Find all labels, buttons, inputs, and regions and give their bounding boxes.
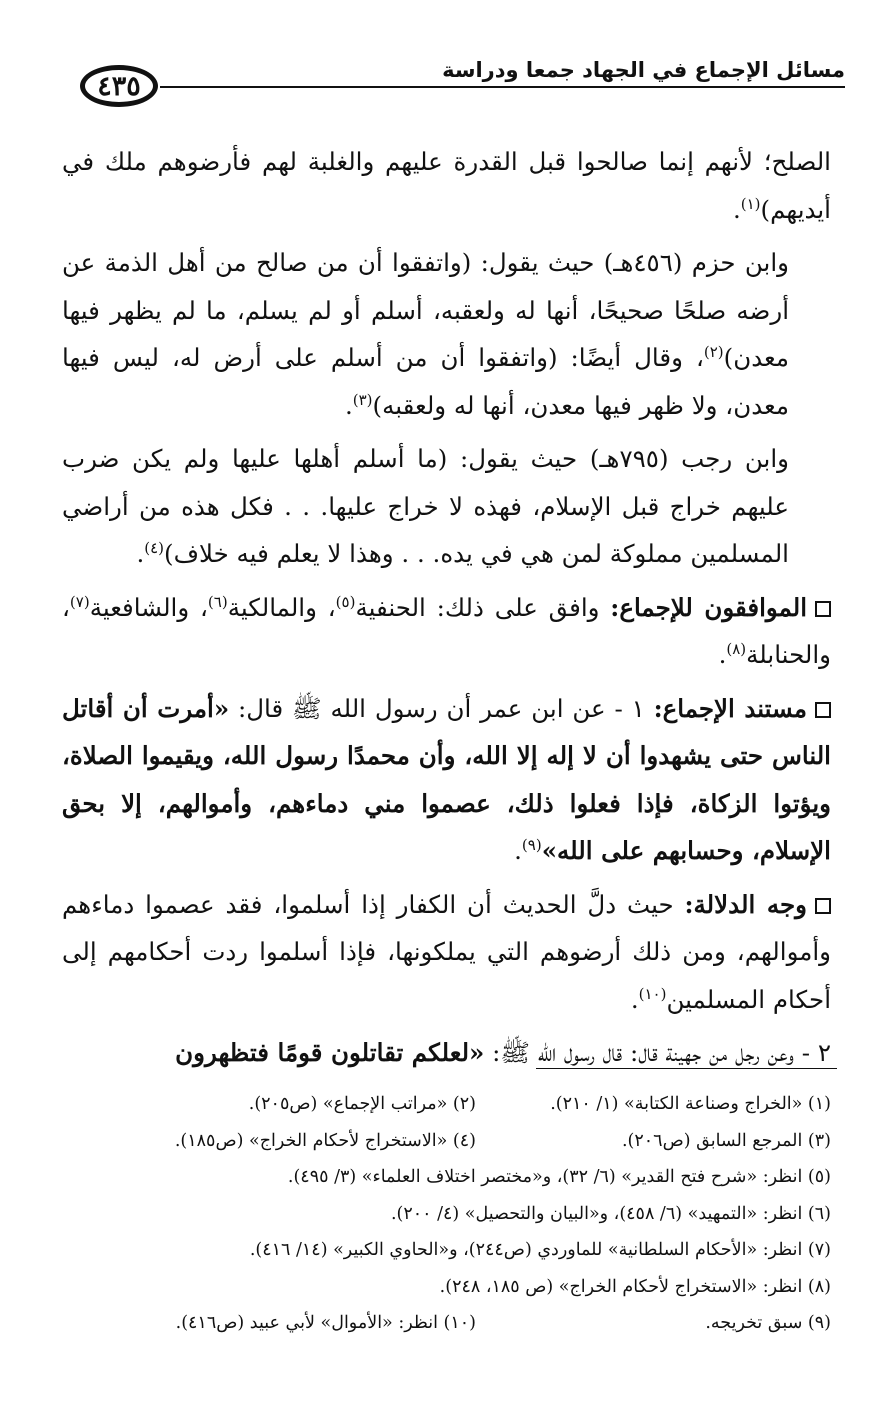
punctuation: . bbox=[344, 390, 353, 420]
paragraph-text: ١ - عن ابن عمر أن رسول الله ﷺ قال: bbox=[229, 693, 654, 723]
footnote-ref: (٦) bbox=[207, 592, 228, 611]
footnote-ref: (٣) bbox=[352, 390, 373, 409]
square-bullet-icon bbox=[815, 898, 831, 914]
header-rule bbox=[160, 86, 845, 88]
footnote: (٦) انظر: «التمهيد» (٦/ ٤٥٨)، و«البيان والتحصيل» (٤/ ٢٠٠). bbox=[390, 1203, 831, 1224]
section-label: وجه الدلالة: bbox=[684, 889, 807, 919]
section-label: الموافقون للإجماع: bbox=[610, 592, 808, 622]
paragraph-text: الصلح؛ لأنهم إنما صالحوا قبل القدرة عليهم والغلبة لهم فأرضوهم ملك في أيديهم) bbox=[62, 147, 831, 224]
page-header bbox=[0, 0, 885, 130]
footnote-ref: (٨) bbox=[726, 639, 747, 658]
footnote-ref: (٩) bbox=[521, 835, 542, 854]
punctuation: . bbox=[136, 539, 145, 568]
footnote-row bbox=[62, 1269, 831, 1306]
punctuation: . bbox=[630, 984, 639, 1014]
paragraph-basis-of-consensus bbox=[62, 685, 831, 875]
footnote: (٤) «الاستخراج لأحكام الخراج» (ص١٨٥). bbox=[174, 1130, 476, 1151]
paragraph-text: وابن رجب (٧٩٥هـ) حيث يقول: (ما أسلم أهلها عليها ولم يكن ضرب عليهم خراج قبل الإسلام، فهذه لا خراج عليها. . . فكل هذه من أراضي المسلمين مملوكة لمن هي في يده. . . وهذا لا يعلم فيه خلاف) bbox=[62, 444, 789, 568]
footnote-ref: (٤) bbox=[144, 538, 165, 557]
paragraph-second-hadith bbox=[62, 1029, 831, 1077]
footnote: (١) «الخراج وصناعة الكتابة» (١/ ٢١٠). bbox=[550, 1094, 831, 1114]
footnote: (٢) «مراتب الإجماع» (ص٢٠٥). bbox=[248, 1094, 476, 1114]
paragraph-text: ، وقال أيضًا: (واتفقوا أن من أسلم على أرض له، ليس فيها معدن، ولا ظهر فيها معدن، أنها له ولعقبه) bbox=[62, 343, 789, 420]
footnote-ref: (١) bbox=[740, 194, 761, 213]
paragraph-text: وافق على ذلك: الحنفية bbox=[355, 592, 611, 622]
paragraph-text: ، والحنابلة bbox=[62, 592, 831, 669]
section-label: مستند الإجماع: bbox=[653, 693, 807, 723]
footnote-row bbox=[62, 1159, 831, 1196]
paragraph-ibn-rajab bbox=[62, 435, 831, 578]
hadith-text: «أمرت أن أقاتل الناس حتى يشهدوا أن لا إله إلا الله، وأن محمدًا رسول الله، ويقيموا الصلاة، ويؤتوا الزكاة، فإذا فعلوا ذلك، عصموا مني دماءهم، وأموالهم، إلا بحق الإسلام، وحسابهم على الله» bbox=[62, 693, 831, 865]
main-text bbox=[62, 138, 831, 1077]
footnote-rule bbox=[536, 1068, 837, 1069]
footnote: (٣) المرجع السابق (ص٢٠٦). bbox=[621, 1130, 831, 1151]
footnote-row bbox=[62, 1086, 831, 1123]
paragraph-text: وابن حزم (٤٥٦هـ) حيث يقول: (واتفقوا أن من صالح من أهل الذمة عن أرضه صلحًا صحيحًا، أنها له ولعقبه، أسلم أو لم يسلم، ما لم يظهر فيها معدن) bbox=[62, 248, 789, 372]
footnote-ref: (٥) bbox=[335, 592, 356, 611]
page-number: ٤٣٥ bbox=[97, 70, 141, 102]
paragraph-text: ، والشافعية bbox=[89, 592, 208, 622]
footnote-row bbox=[62, 1305, 831, 1342]
paragraph-text: حيث دلَّ الحديث أن الكفار إذا أسلموا، فقد عصموا دماءهم وأموالهم، ومن ذلك أرضوهم التي يملكونها، فإذا أسلموا ردت أحكامهم إلى أحكام المسلمين bbox=[62, 889, 831, 1014]
footnote: (٥) انظر: «شرح فتح القدير» (٦/ ٣٢)، و«مختصر اختلاف العلماء» (٣/ ٤٩٥). bbox=[287, 1167, 831, 1187]
punctuation: . bbox=[718, 640, 727, 669]
footnote-ref: (٢) bbox=[703, 342, 724, 361]
punctuation: . bbox=[732, 194, 741, 224]
paragraph-evidence bbox=[62, 881, 831, 1024]
page-number-badge bbox=[80, 65, 158, 107]
paragraph-agreeing-schools bbox=[62, 584, 831, 679]
paragraph-text: ٢ - وعن رجل من جهينة قال: قال رسول الله ﷺ: bbox=[484, 1038, 831, 1067]
paragraph-1 bbox=[62, 138, 831, 233]
punctuation: . bbox=[514, 836, 522, 865]
footnote: (١٠) انظر: «الأموال» لأبي عبيد (ص٤١٦). bbox=[175, 1313, 476, 1333]
paragraph-ibn-hazm bbox=[62, 239, 831, 429]
square-bullet-icon bbox=[815, 601, 831, 617]
footnote: (٧) انظر: «الأحكام السلطانية» للماوردي (ص٢٤٤)، و«الحاوي الكبير» (١٤/ ٤١٦). bbox=[249, 1240, 831, 1260]
footnote-row bbox=[62, 1123, 831, 1160]
footnotes bbox=[62, 1086, 831, 1342]
running-title: مسائل الإجماع في الجهاد جمعا ودراسة bbox=[442, 58, 845, 82]
footnote-ref: (١٠) bbox=[638, 984, 667, 1003]
square-bullet-icon bbox=[815, 702, 831, 718]
hadith-text: «لعلكم تقاتلون قومًا فتظهرون bbox=[175, 1038, 485, 1067]
footnote-ref: (٧) bbox=[69, 592, 90, 611]
footnote-row bbox=[62, 1232, 831, 1269]
footnote: (٨) انظر: «الاستخراج لأحكام الخراج» (ص ١٨٥، ٢٤٨). bbox=[439, 1276, 831, 1297]
footnote: (٩) سبق تخريجه. bbox=[705, 1313, 831, 1333]
footnote-row bbox=[62, 1196, 831, 1233]
paragraph-text: ، والمالكية bbox=[227, 592, 336, 622]
